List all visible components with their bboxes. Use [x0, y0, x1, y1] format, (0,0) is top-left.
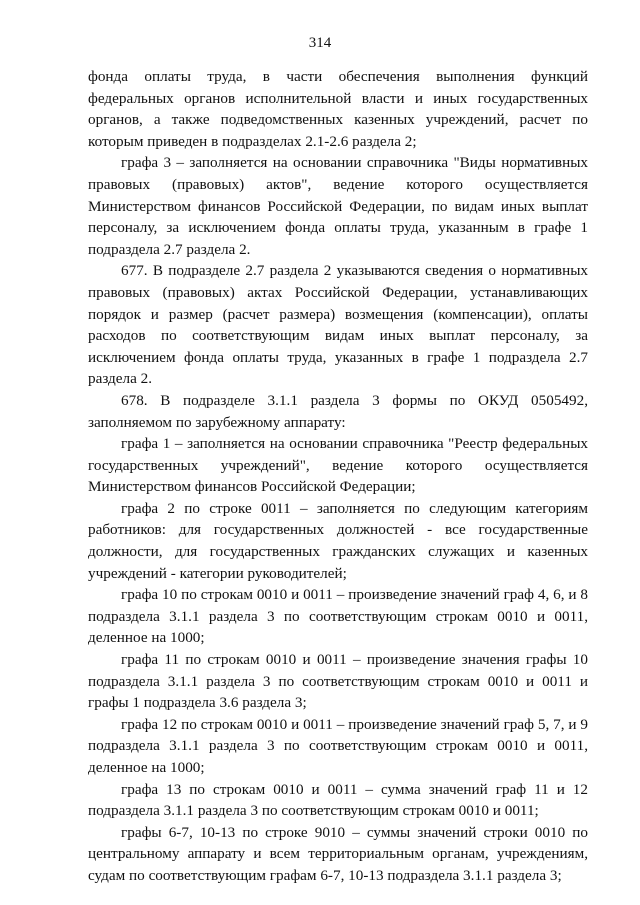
- paragraph-8: графа 11 по строкам 0010 и 0011 – произведение значения графы 10 подраздела 3.1.1 раздела 3 по соответствующим строкам 0010 и 0011 и графы 1 подраздела 3.6 раздела 3;: [88, 651, 588, 712]
- paragraph-4: 678. В подразделе 3.1.1 раздела 3 формы по ОКУД 0505492, заполняемом по зарубежному аппарату:: [88, 391, 588, 431]
- page-number: 314: [308, 35, 332, 51]
- paragraph-9: графа 12 по строкам 0010 и 0011 – произведение значений граф 5, 7, и 9 подраздела 3.1.1 раздела 3 по соответствующим строкам 0010 и 0011, деленное на 1000;: [88, 715, 588, 776]
- paragraph-1: фонда оплаты труда, в части обеспечения выполнения функций федеральных органов исполнительной власти и иных государственных органов, а также подведомственных казенных учреждений, расчет по которым приведен в подразделах 2.1-2.6 раздела 2;: [88, 68, 588, 150]
- paragraph-6: графа 2 по строке 0011 – заполняется по следующим категориям работников: для государственных должностей - все государственные должности, для государственных гражданских служащих и казенных учреждений - категории руководителей;: [88, 499, 588, 582]
- paragraph-3: 677. В подразделе 2.7 раздела 2 указываются сведения о нормативных правовых (правовых) актах Российской Федерации, устанавливающих порядок и размер (расчет размера) возмещения (компенсации), оплаты расходов по соответствующим видам иных выплат персоналу, за исключением фонда оплаты труда, указанных в графе 1 подраздела 2.7 раздела 2.: [88, 262, 588, 388]
- paragraph-10: графа 13 по строкам 0010 и 0011 – сумма значений граф 11 и 12 подраздела 3.1.1 раздела 3 по соответствующим строкам 0010 и 0011;: [88, 780, 588, 820]
- paragraph-5: графа 1 – заполняется на основании справочника "Реестр федеральных государственных учреждений", ведение которого осуществляется Министерством финансов Российской Федерации;: [88, 435, 588, 496]
- paragraph-2: графа 3 – заполняется на основании справочника "Виды нормативных правовых (правовых) актов", ведение которого осуществляется Министерством финансов Российской Федерации, по видам иных выплат персоналу, за исключением фонда оплаты труда, указанным в графе 1 подраздела 2.7 раздела 2.: [88, 154, 588, 258]
- document-body: [88, 66, 588, 887]
- paragraph-11: графы 6-7, 10-13 по строке 9010 – суммы значений строки 0010 по центральному аппарату и всем территориальным органам, учреждениям, судам по соответствующим графам 6-7, 10-13 подраздела 3.1.1 раздела 3;: [88, 823, 588, 884]
- paragraph-7: графа 10 по строкам 0010 и 0011 – произведение значений граф 4, 6, и 8 подраздела 3.1.1 раздела 3 по соответствующим строкам 0010 и 0011, деленное на 1000;: [88, 586, 588, 647]
